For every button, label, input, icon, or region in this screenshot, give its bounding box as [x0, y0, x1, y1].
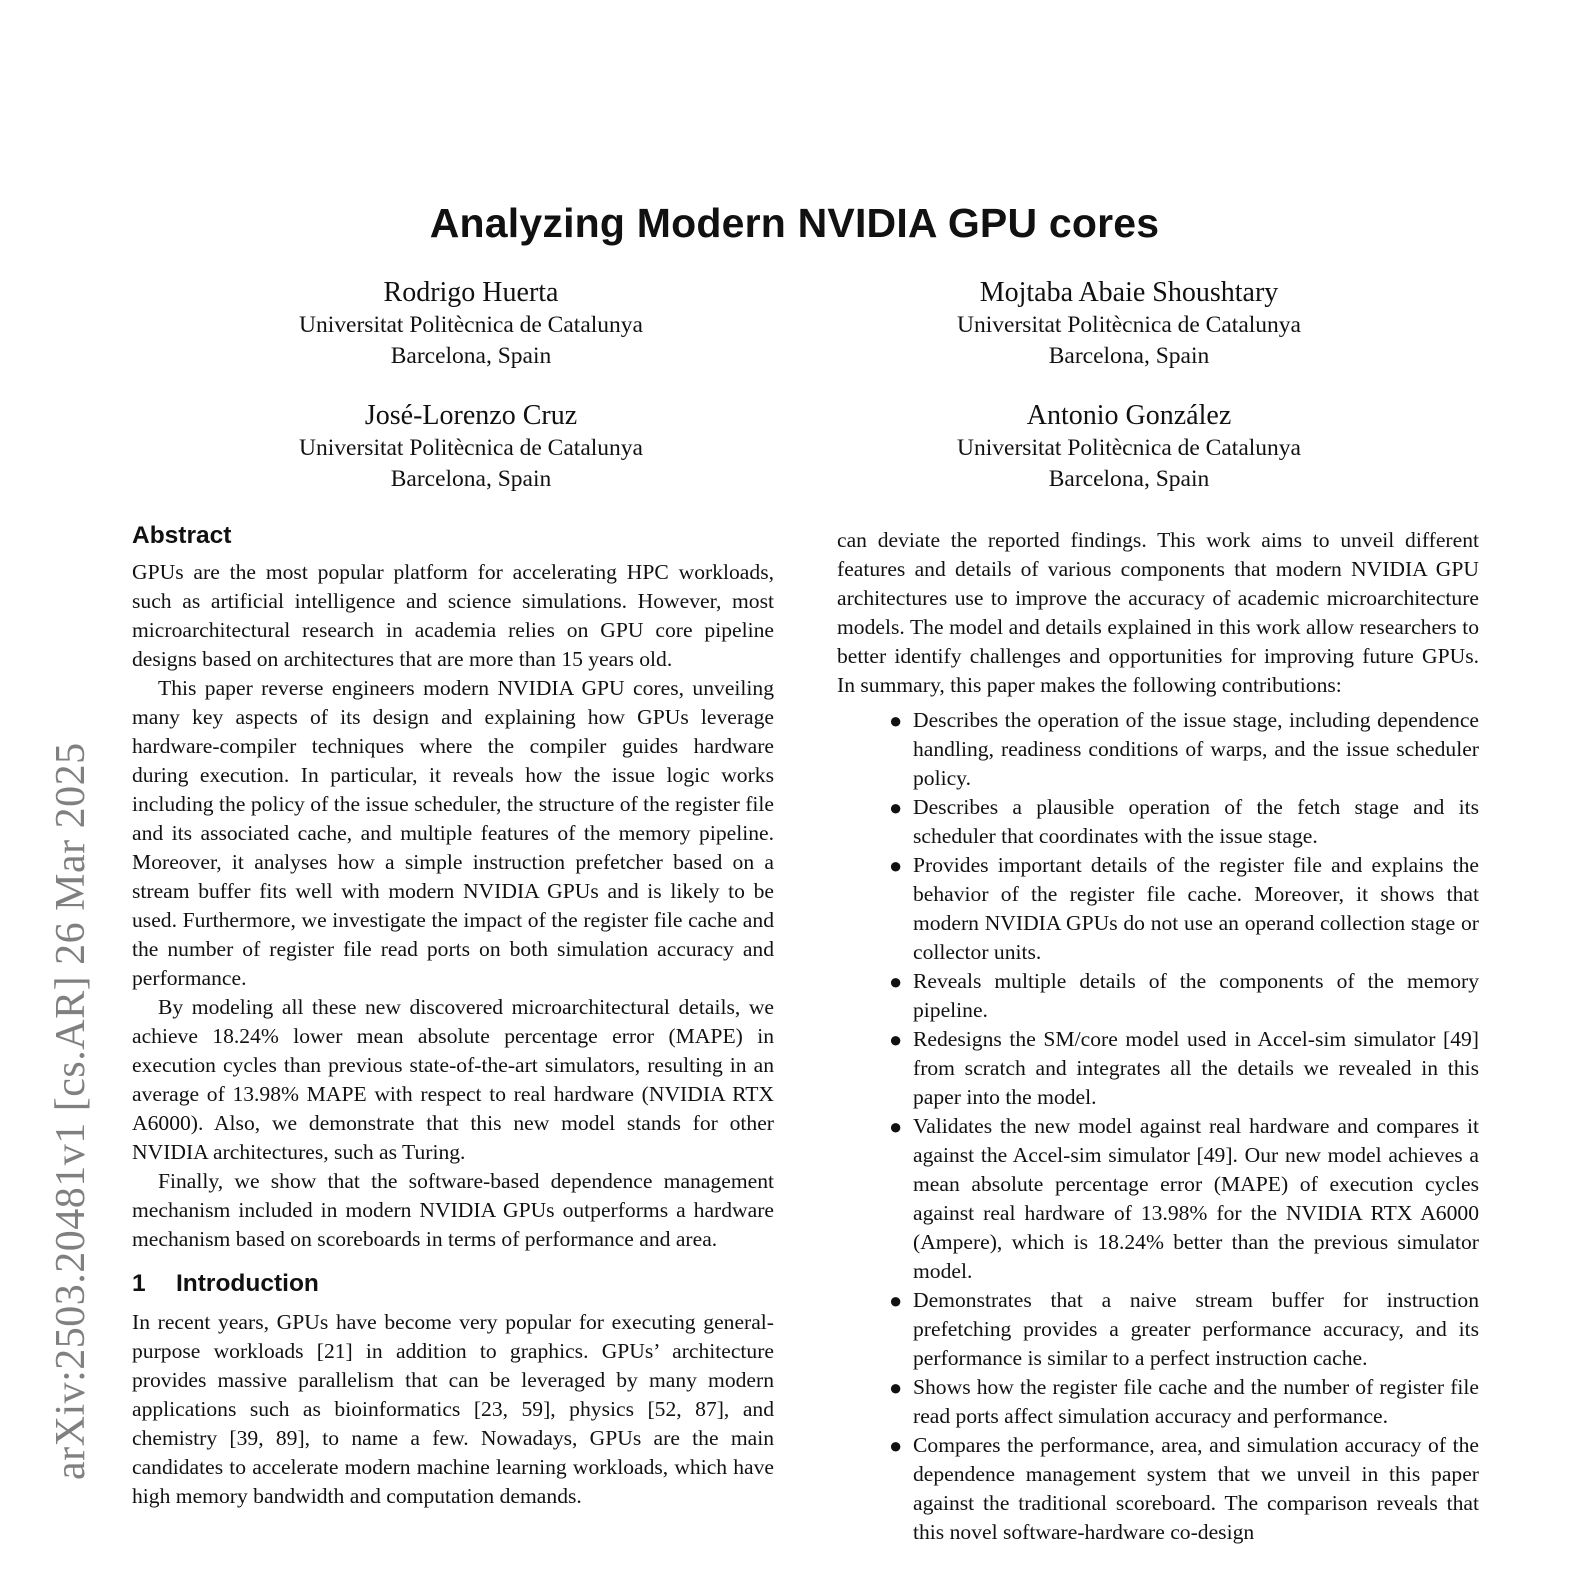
list-item-text: Validates the new model against real hardware and compares it against the Accel-sim simulator [49]. Our new model achieves a mean absolute percentage error (MAPE) of execution cycles against real hardware of 13.98% for the NVIDIA RTX A6000 (Ampere), which is 18.24% better than the previous simulator model.	[913, 1114, 1479, 1283]
introduction-paragraph: In recent years, GPUs have become very popular for executing general-purpose workloads [21] in addition to graphics. GPUs’ architecture provides massive parallelism that can be leveraged by many modern applications such as bioinformatics [23, 59], physics [52, 87], and chemistry [39, 89], to name a few. Nowadays, GPUs are the main candidates to accelerate modern machine learning workloads, which have high memory bandwidth and computation demands.	[132, 1310, 774, 1508]
bullet-icon: ●	[889, 1288, 903, 1313]
author-affiliation: Universitat Politècnica de Catalunya	[957, 435, 1301, 461]
list-item-text: Redesigns the SM/core model used in Accel-sim simulator [49] from scratch and integrates all the details we revealed in this paper into the model.	[913, 1027, 1479, 1109]
list-item-text: Demonstrates that a naive stream buffer for instruction prefetching provides a greater performance accuracy, and its performance is similar to a perfect instruction cache.	[913, 1288, 1479, 1370]
list-item-text: Reveals multiple details of the components of the memory pipeline.	[913, 969, 1479, 1022]
list-item	[889, 706, 1479, 793]
author-location: Barcelona, Spain	[390, 343, 552, 369]
section-number: 1	[132, 1270, 146, 1297]
list-item-text: Provides important details of the register file and explains the behavior of the register file cache. Moreover, it shows that modern NVIDIA GPUs do not use an operand collection stage or collector units.	[913, 853, 1479, 964]
list-item	[889, 1286, 1479, 1373]
right-column	[837, 526, 1479, 1547]
list-item	[889, 1373, 1479, 1431]
bullet-icon: ●	[889, 853, 903, 878]
author-block	[899, 276, 1359, 372]
contributions-list	[837, 706, 1479, 1547]
abstract-paragraph: This paper reverse engineers modern NVIDIA GPU cores, unveiling many key aspects of its design and explaining how GPUs leverage hardware-compiler techniques where the compiler guides hardware during execution. In particular, it reveals how the issue logic works including the policy of the issue scheduler, the structure of the register file and its associated cache, and multiple features of the memory pipeline. Moreover, it analyses how a simple instruction prefetcher based on a stream buffer fits well with modern NVIDIA GPUs and is likely to be used. Furthermore, we investigate the impact of the register file cache and the number of register file read ports on both simulation accuracy and performance.	[132, 676, 774, 990]
author-name: José-Lorenzo Cruz	[364, 400, 578, 431]
bullet-icon: ●	[889, 969, 903, 994]
author-name: Antonio González	[1026, 400, 1232, 431]
bullet-icon: ●	[889, 708, 903, 733]
bullet-icon: ●	[889, 1375, 903, 1400]
author-location: Barcelona, Spain	[1048, 343, 1210, 369]
author-block	[241, 276, 701, 372]
author-affiliation: Universitat Politècnica de Catalunya	[299, 435, 643, 461]
list-item-text: Describes the operation of the issue stage, including dependence handling, readiness conditions of warps, and the issue scheduler policy.	[913, 708, 1479, 790]
author-affiliation: Universitat Politècnica de Catalunya	[299, 312, 643, 338]
list-item-text: Describes a plausible operation of the fetch stage and its scheduler that coordinates with the issue stage.	[913, 795, 1479, 848]
list-item-text: Shows how the register file cache and the number of register file read ports affect simulation accuracy and performance.	[913, 1375, 1479, 1428]
list-item	[889, 1431, 1479, 1547]
abstract-paragraph: By modeling all these new discovered microarchitectural details, we achieve 18.24% lower mean absolute percentage error (MAPE) in execution cycles than previous state-of-the-art simulators, resulting in an average of 13.98% MAPE with respect to real hardware (NVIDIA RTX A6000). Also, we demonstrate that this new model stands for other NVIDIA architectures, such as Turing.	[132, 995, 774, 1164]
bullet-icon: ●	[889, 1114, 903, 1139]
body-paragraph: can deviate the reported findings. This work aims to unveil different features and details of various components that modern NVIDIA GPU architectures use to improve the accuracy of academic microarchitecture models. The model and details explained in this work allow researchers to better identify challenges and opportunities for improving future GPUs. In summary, this paper makes the following contributions:	[837, 528, 1479, 697]
author-block	[899, 399, 1359, 495]
left-column	[132, 520, 774, 1511]
list-item	[889, 1025, 1479, 1112]
author-location: Barcelona, Spain	[1048, 466, 1210, 492]
abstract-heading: Abstract	[132, 522, 232, 549]
paper-title: Analyzing Modern NVIDIA GPU cores	[429, 200, 1160, 246]
abstract-paragraph: GPUs are the most popular platform for accelerating HPC workloads, such as artificial intelligence and science simulations. However, most microarchitectural research in academia relies on GPU core pipeline designs based on architectures that are more than 15 years old.	[132, 560, 774, 671]
section-title: Introduction	[176, 1270, 319, 1297]
list-item	[889, 851, 1479, 967]
bullet-icon: ●	[889, 1027, 903, 1052]
introduction-heading	[132, 1268, 774, 1300]
author-block	[241, 399, 701, 495]
author-name: Mojtaba Abaie Shoushtary	[979, 277, 1279, 308]
abstract-paragraph: Finally, we show that the software-based dependence management mechanism included in modern NVIDIA GPUs outperforms a hardware mechanism based on scoreboards in terms of performance and area.	[132, 1169, 774, 1251]
bullet-icon: ●	[889, 795, 903, 820]
list-item-text: Compares the performance, area, and simulation accuracy of the dependence management system that we unveil in this paper against the traditional scoreboard. The comparison reveals that this novel software-hardware co-design	[913, 1433, 1479, 1544]
author-location: Barcelona, Spain	[390, 466, 552, 492]
author-name: Rodrigo Huerta	[383, 277, 559, 308]
list-item	[889, 967, 1479, 1025]
author-affiliation: Universitat Politècnica de Catalunya	[957, 312, 1301, 338]
list-item	[889, 793, 1479, 851]
list-item	[889, 1112, 1479, 1286]
arxiv-identifier: arXiv:2503.20481v1 [cs.AR] 26 Mar 2025	[48, 742, 94, 1480]
bullet-icon: ●	[889, 1433, 903, 1458]
